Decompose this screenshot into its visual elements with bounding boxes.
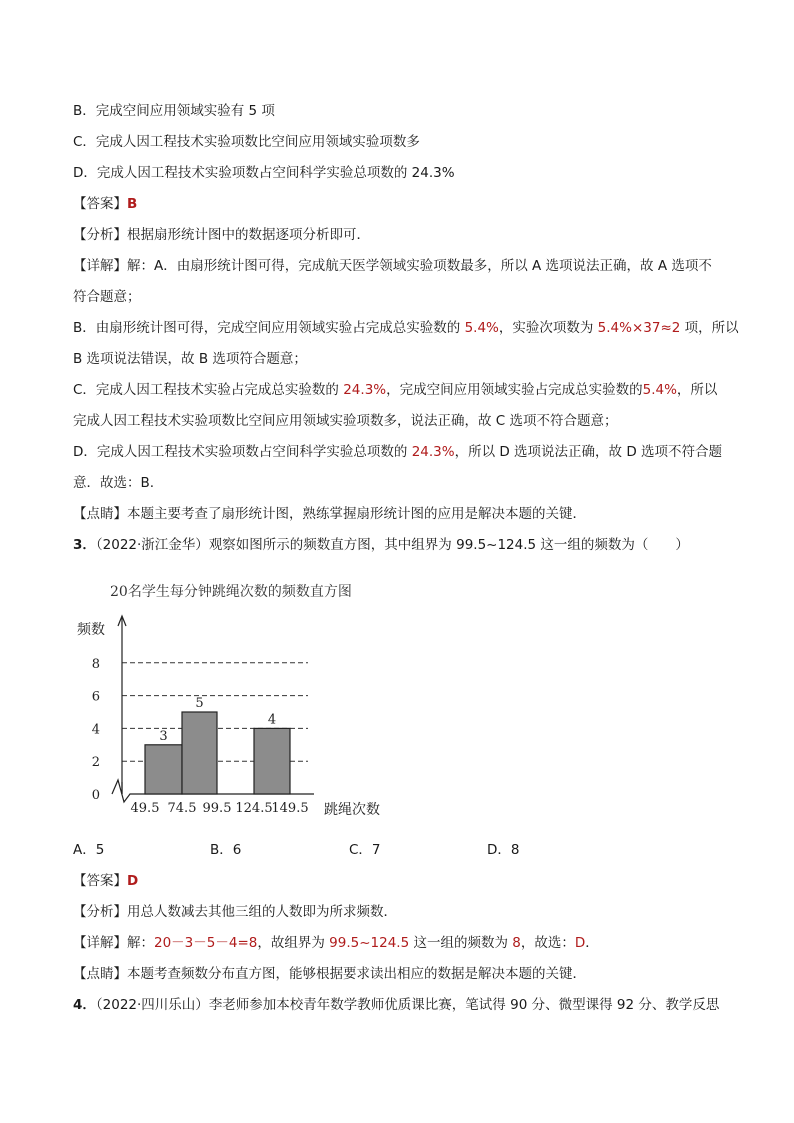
text: C．完成人因工程技术实验占完成总实验数的 (73, 382, 344, 398)
choice-c: C．7 (349, 842, 381, 858)
text: ，故组界为 (257, 935, 330, 951)
bar-data-label: 4 (267, 712, 277, 728)
detail-line-4: B 选项说法错误，故 B 选项符合题意； (73, 351, 307, 367)
answer-value: D (127, 873, 139, 889)
y-tick-label: 8 (91, 656, 100, 672)
q3-detail-line (73, 933, 599, 953)
bar-data-label: 5 (195, 696, 204, 711)
dianjing-tag: 【点睛】 (73, 506, 127, 522)
highlight: 5.4% (642, 382, 677, 398)
detail-line-6: 完成人因工程技术实验项数比空间应用领域实验项数多，说法正确，故 C 选项不符合题意； (73, 413, 618, 429)
analysis-tag: 【分析】 (73, 227, 127, 243)
histogram-bar (145, 745, 182, 794)
y-tick-label: 4 (91, 722, 100, 738)
question-4 (73, 995, 719, 1015)
highlight: 8 (512, 935, 521, 951)
analysis-line (73, 225, 370, 245)
text: D．完成人因工程技术实验项数占空间科学实验总项数的 (73, 444, 412, 460)
q3-answer-line (73, 871, 138, 891)
text: ，故选： (520, 935, 575, 951)
answer-value: B (127, 196, 138, 212)
choice-d: D．8 (487, 842, 520, 858)
text: ，完成空间应用领域实验占完成总实验数的 (386, 382, 643, 398)
highlight: 5.4% (464, 320, 499, 336)
detail-line-7 (73, 442, 722, 462)
detail-tag: 【详解】 (73, 935, 127, 951)
detail-line-8: 意．故选：B. (73, 475, 155, 491)
question-number: 4． (73, 997, 96, 1013)
text: 项，所以 (680, 320, 739, 336)
question-text: 李老师参加本校青年数学教师优质课比赛，笔试得 90 分、微型课得 92 分、教学反思 (208, 997, 720, 1013)
x-tick-label: 74.5 (167, 801, 197, 816)
answer-tag: 【答案】 (73, 196, 127, 212)
highlight: D (574, 935, 586, 951)
y-axis-label: 频数 (77, 622, 105, 638)
x-axis-label: 跳绳次数 (324, 802, 380, 818)
x-tick-label: 49.5 (130, 801, 160, 816)
y-tick-label: 6 (91, 689, 100, 705)
analysis-text: 根据扇形统计图中的数据逐项分析即可． (127, 227, 370, 243)
question-3 (73, 535, 689, 555)
option-c: C．完成人因工程技术实验项数比空间应用领域实验项数多 (73, 134, 420, 150)
choice-b: B．6 (210, 842, 242, 858)
detail-tag: 【详解】 (73, 258, 127, 274)
x-tick-label: 149.5 (271, 801, 309, 816)
q3-dianjing-line (73, 964, 586, 984)
question-source: （2022·浙江金华） (95, 537, 209, 553)
dianjing-tag: 【点睛】 (73, 966, 127, 982)
analysis-text: 用总人数减去其他三组的人数即为所求频数． (127, 904, 397, 920)
text: ，所以 D 选项说法正确，故 D 选项不符合题 (454, 444, 723, 460)
text: 这一组的频数为 (409, 935, 513, 951)
highlight: 99.5~124.5 (329, 935, 410, 951)
q3-analysis-line (73, 902, 397, 922)
bar-data-label: 3 (159, 728, 168, 744)
choice-a: A．5 (73, 842, 105, 858)
highlight: 24.3% (343, 382, 387, 398)
highlight: 20－3－5－4=8 (154, 935, 258, 951)
detail-line-5 (73, 380, 717, 400)
question-number: 3． (73, 537, 96, 553)
highlight: 24.3% (411, 444, 455, 460)
x-tick-label: 99.5 (202, 801, 232, 816)
answer-line (73, 194, 137, 214)
histogram-bar (182, 712, 217, 794)
text: ，所以 (676, 382, 718, 398)
text: 解： (127, 935, 154, 951)
y-tick-label: 2 (91, 755, 100, 771)
dianjing-text: 本题主要考查了扇形统计图，熟练掌握扇形统计图的应用是解决本题的关键． (127, 506, 586, 522)
option-b: B．完成空间应用领域实验有 5 项 (73, 103, 275, 119)
dianjing-text: 本题考查频数分布直方图，能够根据要求读出相应的数据是解决本题的关键． (127, 966, 586, 982)
analysis-tag: 【分析】 (73, 904, 127, 920)
detail-line-3 (73, 318, 739, 338)
y-tick-label: 0 (91, 788, 100, 803)
detail-line-1 (73, 256, 712, 276)
histogram-bar (254, 728, 290, 794)
chart-title: 20名学生每分钟跳绳次数的频数直方图 (110, 584, 352, 600)
question-source: （2022·四川乐山） (95, 997, 209, 1013)
highlight: 5.4%×37≈2 (597, 320, 681, 336)
detail-a-text: 解：A．由扇形统计图可得，完成航天医学领域实验项数最多，所以 A 选项说法正确，故 A 选项不 (127, 258, 712, 274)
answer-tag: 【答案】 (73, 873, 127, 889)
histogram-chart (72, 574, 380, 824)
text: ，实验次项数为 (498, 320, 598, 336)
option-d: D．完成人因工程技术实验项数占空间科学实验总项数的 24.3% (73, 165, 455, 181)
detail-line-2: 符合题意； (73, 289, 141, 305)
text: B．由扇形统计图可得，完成空间应用领域实验占完成总实验数的 (73, 320, 465, 336)
question-text: 观察如图所示的频数直方图，其中组界为 99.5~124.5 这一组的频数为（ ） (208, 537, 689, 553)
dianjing-line (73, 504, 586, 524)
x-tick-label: 124.5 (235, 801, 273, 816)
text: ． (585, 935, 599, 951)
